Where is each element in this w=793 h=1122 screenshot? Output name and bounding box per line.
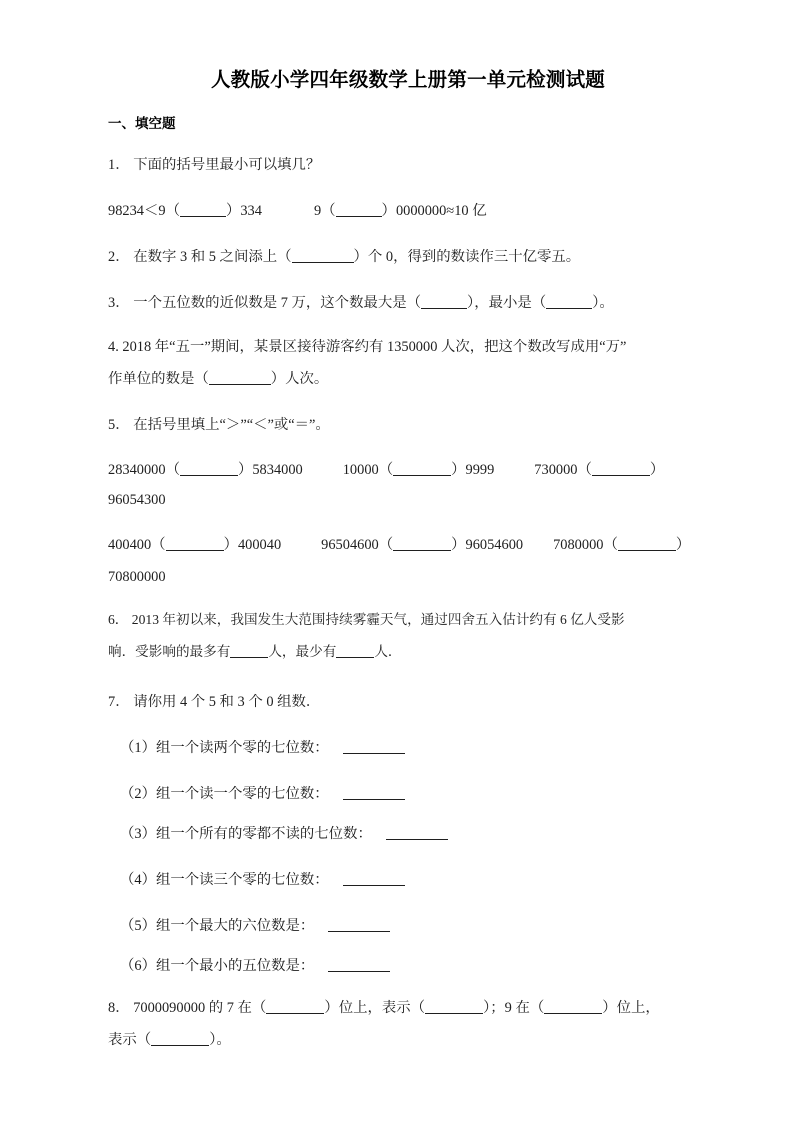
q8-blank-1[interactable] <box>266 1013 324 1014</box>
q7-s5-blank[interactable] <box>328 931 390 932</box>
question-7-prompt <box>108 687 708 717</box>
q6-line-2-c: 人． <box>374 644 402 659</box>
q3-text-b: ），最小是（ <box>467 295 547 311</box>
q5-r1-c-right: ） <box>649 462 665 478</box>
question-7-subitem-1 <box>108 733 708 763</box>
question-2-number: 2． <box>108 249 130 265</box>
q4-line-1-text: 2018 年“五一”期间，某景区接待游客约有 1350000 人次，把这个数改写成用“万” <box>122 339 627 355</box>
q1-seg-4: ）0000000≈10 亿 <box>381 203 487 219</box>
q2-text-before: 在数字 3 和 5 之间添上（ <box>133 249 292 265</box>
question-1-prompt <box>108 150 708 180</box>
question-8-line-2 <box>108 1025 708 1055</box>
q5-r1-b-right: ）9999 <box>451 462 495 478</box>
question-5-prompt <box>108 410 708 440</box>
section-heading-fill-in-blanks: 一、填空题 <box>108 116 176 131</box>
q8-line-1-d: ）位上， <box>602 1000 660 1016</box>
q7-s4-blank[interactable] <box>343 885 405 886</box>
question-5-row-2-wrap <box>108 562 708 592</box>
question-6-line-1 <box>108 605 708 635</box>
q5-r1-c-left: 730000（ <box>534 462 592 478</box>
q6-blank-2[interactable] <box>336 657 374 658</box>
q3-text-a: 一个五位数的近似数是 7 万，这个数最大是（ <box>133 295 422 311</box>
q4-line-2-b: ）人次。 <box>270 371 329 387</box>
q8-blank-4[interactable] <box>151 1045 209 1046</box>
q7-s3-text: 组一个所有的零都不读的七位数： <box>155 826 372 842</box>
q5-r2-a-left: 400400（ <box>108 537 166 553</box>
q6-line-2-a: 响．受影响的最多有 <box>108 644 231 659</box>
q5-r2-blank-2[interactable] <box>393 550 451 551</box>
question-8-number: 8． <box>108 1000 130 1016</box>
question-7-number: 7． <box>108 694 130 710</box>
q6-line-2-b: 人，最少有 <box>268 644 337 659</box>
q8-line-1-b: ）位上，表示（ <box>324 1000 426 1016</box>
q5-r2-b-right: ）96054600 <box>451 537 524 553</box>
q5-text: 在括号里填上“＞”“＜”或“＝”。 <box>133 417 330 433</box>
question-2 <box>108 242 708 272</box>
q7-s5-label: （5） <box>120 918 156 934</box>
question-7-subitem-2 <box>108 779 708 809</box>
q5-r2-c-left: 7080000（ <box>553 537 618 553</box>
q5-r1-blank-3[interactable] <box>592 475 650 476</box>
question-6-number: 6． <box>108 612 129 627</box>
q7-s1-label: （1） <box>120 740 156 756</box>
q1-blank-1[interactable] <box>180 216 226 217</box>
q5-r1-wrap-value: 96054300 <box>108 492 166 508</box>
q5-r2-b-left: 96504600（ <box>321 537 394 553</box>
q1-seg-3: 9（ <box>313 203 336 219</box>
question-1-answer-line <box>108 196 708 226</box>
q7-s2-label: （2） <box>120 786 156 802</box>
q7-s2-text: 组一个读一个零的七位数： <box>155 786 329 802</box>
q7-s6-text: 组一个最小的五位数是： <box>155 958 315 974</box>
q7-s1-text: 组一个读两个零的七位数： <box>155 740 329 756</box>
question-8-line-1 <box>108 993 708 1023</box>
question-1-text: 下面的括号里最小可以填几？ <box>133 157 321 173</box>
q1-blank-2[interactable] <box>336 216 382 217</box>
q8-line-2-a: 表示（ <box>108 1032 152 1048</box>
q5-r1-b-left: 10000（ <box>342 462 394 478</box>
question-4-line-2 <box>108 364 708 394</box>
q5-r1-blank-1[interactable] <box>180 475 238 476</box>
q8-line-1-a: 7000090000 的 7 在（ <box>133 1000 267 1016</box>
q7-text: 请你用 4 个 5 和 3 个 0 组数． <box>133 694 321 710</box>
q7-s2-blank[interactable] <box>343 799 405 800</box>
q5-r2-a-right: ）400040 <box>223 537 282 553</box>
question-3-number: 3． <box>108 295 130 311</box>
q8-line-2-b: ）。 <box>209 1032 231 1048</box>
q7-s1-blank[interactable] <box>343 753 405 754</box>
q1-seg-2: ）334 <box>225 203 262 219</box>
q3-text-c: ）。 <box>592 295 614 311</box>
q6-line-1-text: 2013 年初以来，我国发生大范围持续雾霾天气，通过四舍五入估计约有 6 亿人受影 <box>131 612 625 627</box>
question-5-number: 5． <box>108 417 130 433</box>
q5-r1-blank-2[interactable] <box>393 475 451 476</box>
question-5-row-1-wrap <box>108 485 708 515</box>
q3-blank-1[interactable] <box>421 308 467 309</box>
question-5-row-2 <box>108 530 708 560</box>
q2-text-after: ）个 0，得到的数读作三十亿零五。 <box>353 249 581 265</box>
q4-blank-1[interactable] <box>209 384 271 385</box>
q8-blank-2[interactable] <box>425 1013 483 1014</box>
q7-s3-label: （3） <box>120 826 156 842</box>
question-4-number: 4. <box>108 339 119 355</box>
q1-seg-1: 98234＜9（ <box>108 203 180 219</box>
question-3 <box>108 288 708 318</box>
q5-r2-blank-1[interactable] <box>166 550 224 551</box>
q5-r2-blank-3[interactable] <box>618 550 676 551</box>
q6-blank-1[interactable] <box>230 657 268 658</box>
q4-line-2-a: 作单位的数是（ <box>108 371 209 387</box>
q7-s6-label: （6） <box>120 958 156 974</box>
question-7-subitem-3 <box>108 819 708 849</box>
q8-blank-3[interactable] <box>544 1013 602 1014</box>
question-7-subitem-4 <box>108 865 708 895</box>
q3-blank-2[interactable] <box>546 308 592 309</box>
question-5-row-1 <box>108 455 708 485</box>
q7-s4-text: 组一个读三个零的七位数： <box>155 872 329 888</box>
q5-r2-c-right: ） <box>675 537 691 553</box>
q7-s6-blank[interactable] <box>328 971 390 972</box>
q7-s5-text: 组一个最大的六位数是： <box>155 918 315 934</box>
q7-s3-blank[interactable] <box>386 839 448 840</box>
question-1-number: 1． <box>108 157 130 173</box>
question-7-subitem-5 <box>108 911 708 941</box>
q8-line-1-c: ）；9 在（ <box>483 1000 545 1016</box>
q5-r2-wrap-value: 70800000 <box>108 569 166 585</box>
q2-blank-1[interactable] <box>292 262 354 263</box>
q5-r1-a-right: ）5834000 <box>237 462 303 478</box>
question-4-line-1 <box>108 332 708 362</box>
page-title: 人教版小学四年级数学上册第一单元检测试题 <box>210 69 605 91</box>
q5-r1-a-left: 28340000（ <box>108 462 180 478</box>
question-6-line-2 <box>108 637 708 667</box>
question-7-subitem-6 <box>108 951 708 981</box>
q7-s4-label: （4） <box>120 872 156 888</box>
